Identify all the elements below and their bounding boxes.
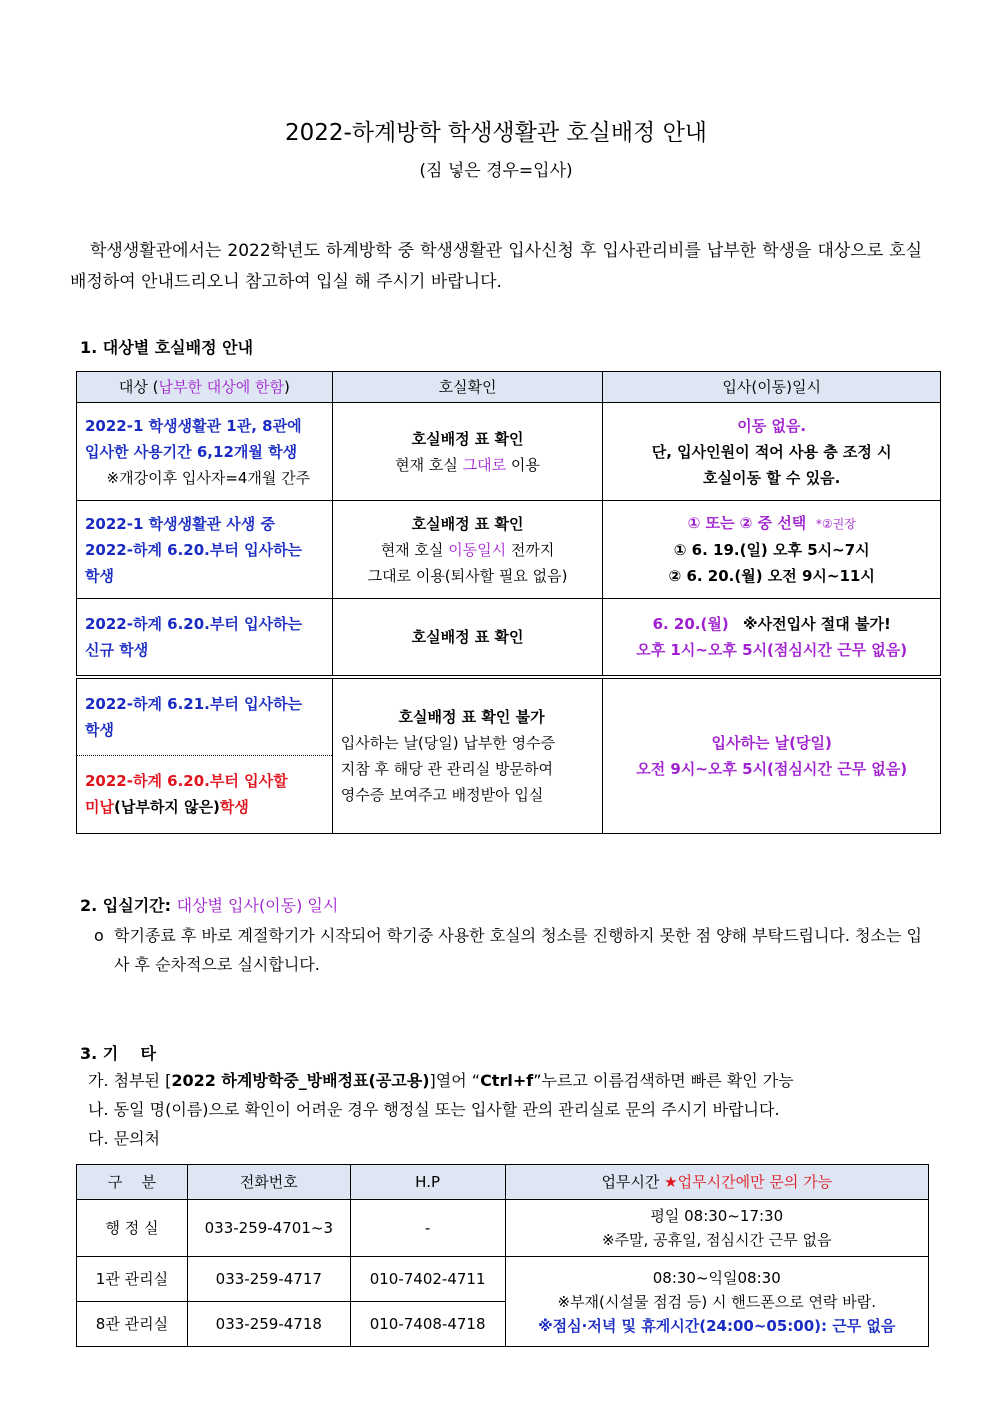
header-target-b: 납부한 대상에 한함 xyxy=(158,378,284,396)
contact-hp: - xyxy=(350,1200,505,1257)
contact-division: 8관 관리실 xyxy=(77,1302,188,1347)
contact-table xyxy=(76,1164,929,1347)
item-a-3: ]열어 “ xyxy=(429,1071,481,1090)
row2-room xyxy=(332,501,603,599)
row2-date xyxy=(603,501,941,599)
row1-room-desc xyxy=(333,452,603,478)
row2-date-option2: ② 6. 20.(월) 오전 9시~11시 xyxy=(668,567,875,585)
table-row xyxy=(77,403,941,501)
page-subtitle: (짐 넣은 경우=입사) xyxy=(419,161,573,181)
row1-target-note: ※개강이후 입사자=4개월 간주 xyxy=(106,468,311,487)
row3-target-line1: 2022-하계 6.20.부터 입사하는 xyxy=(85,614,303,633)
contact-hp: 010-7402-4711 xyxy=(350,1257,505,1302)
row4-room-line4: 영수증 보여주고 배정받아 입실 xyxy=(340,785,544,804)
row2-room-b: 이동일시 xyxy=(448,540,507,559)
row2-target-line2: 2022-하계 6.20.부터 입사하는 xyxy=(85,540,303,559)
contact-header-division: 구 분 xyxy=(77,1165,188,1200)
contact-phone: 033-259-4718 xyxy=(187,1302,350,1347)
row1-target-line1: 2022-1 학생생활관 1관, 8관에 xyxy=(85,416,302,435)
merged-hours-line1: 08:30~익일08:30 xyxy=(652,1268,781,1287)
item-a-5: ”누르고 이름검색하면 빠른 확인 가능 xyxy=(533,1071,794,1090)
row4-target-a-line2: 학생 xyxy=(85,720,114,739)
section-2-heading-b: 대상별 입사(이동) 일시 xyxy=(176,896,339,915)
row4-room-line3: 지참 후 해당 관 관리실 방문하여 xyxy=(340,759,553,778)
row2-date-choice-text: ① 또는 ② 중 선택 xyxy=(687,514,807,532)
row4-target-a xyxy=(77,679,332,756)
table-row xyxy=(77,599,941,677)
row1-room-b: 그대로 xyxy=(462,455,507,474)
row4-room-title: 호실배정 표 확인 불가 xyxy=(398,707,545,726)
row3-date-b: ※사전입사 절대 불가! xyxy=(743,614,891,633)
table-row xyxy=(77,501,941,599)
row1-room-c: 이용 xyxy=(506,455,540,474)
section-2-heading xyxy=(80,893,338,916)
row4-room xyxy=(332,677,603,834)
row3-date-a: 6. 20.(월) xyxy=(652,614,729,633)
contact-header-hours-b: ★업무시간에만 문의 가능 xyxy=(664,1173,833,1191)
item-a-filename: 2022 하계방학중_방배정표(공고용) xyxy=(171,1071,430,1090)
row4-target-b-line1: 2022-하계 6.20.부터 입사할 xyxy=(85,772,288,790)
row3-room-title: 호실배정 표 확인 xyxy=(411,627,524,646)
room-assignment-table xyxy=(76,371,941,834)
row4-target-b-unpaid: 미납 xyxy=(85,798,114,816)
section-2-text: 학기종료 후 바로 계절학기가 시작되어 학기중 사용한 호실의 청소를 진행하지 못한 점 양해 부탁드립니다. 청소는 입사 후 순차적으로 실시합니다. xyxy=(114,926,922,974)
row4-date xyxy=(603,677,941,834)
row4-date-line2: 오전 9시~오후 5시(점심시간 근무 없음) xyxy=(636,759,908,778)
contact-hours-line1: 평일 08:30~17:30 xyxy=(650,1207,784,1225)
bullet-icon: o xyxy=(94,926,104,945)
row4-target-b xyxy=(77,756,332,833)
row2-date-recommend: *②권장 xyxy=(815,517,856,531)
section-3-item-c: 다. 문의처 xyxy=(88,1129,160,1148)
contact-phone: 033-259-4717 xyxy=(187,1257,350,1302)
table-row xyxy=(77,677,941,834)
section-3-item-a xyxy=(88,1066,928,1095)
row1-room xyxy=(332,403,603,501)
row1-date-line3: 호실이동 할 수 있음. xyxy=(703,468,841,487)
contact-header-hours-a: 업무시간 xyxy=(601,1173,665,1191)
section-2-heading-a: 2. 입실기간: xyxy=(80,896,177,915)
merged-hours-line3: ※점심·저녁 및 휴게시간(24:00~05:00): 근무 없음 xyxy=(538,1316,896,1335)
row1-date-line1: 이동 없음. xyxy=(737,416,807,435)
contact-hp: 010-7408-4718 xyxy=(350,1302,505,1347)
row3-target-line2: 신규 학생 xyxy=(85,640,149,659)
contact-division: 행 정 실 xyxy=(77,1200,188,1257)
contact-header-hours xyxy=(505,1165,929,1200)
section-3-item-b: 나. 동일 명(이름)으로 확인이 어려운 경우 행정실 또는 입사할 관의 관리실로 문의 주시기 바랍니다. xyxy=(88,1100,780,1119)
contact-hours xyxy=(505,1200,929,1257)
contact-hours-line2: ※주말, 공휴일, 점심시간 근무 없음 xyxy=(601,1231,832,1249)
section-3-heading: 3. 기 타 xyxy=(80,1044,156,1063)
row4-target-b-note: (납부하지 않은) xyxy=(113,798,220,816)
header-target xyxy=(77,372,333,403)
row4-target xyxy=(77,677,333,834)
row3-date-line2: 오후 1시~오후 5시(점심시간 근무 없음) xyxy=(636,640,908,659)
row1-date-line2: 단, 입사인원이 적어 사용 층 조정 시 xyxy=(651,442,892,461)
intro-paragraph xyxy=(70,236,922,298)
table-row xyxy=(77,1257,929,1302)
contact-header-row xyxy=(77,1165,929,1200)
row1-room-a: 현재 호실 xyxy=(395,455,463,474)
header-target-c: ) xyxy=(283,378,290,396)
row2-target-line3: 학생 xyxy=(85,566,114,585)
section-3-body xyxy=(88,1066,928,1153)
item-a-shortcut: Ctrl+f xyxy=(480,1071,534,1090)
item-a-1: 가. 첨부된 [ xyxy=(88,1071,172,1090)
row2-room-c: 전까지 xyxy=(506,540,555,559)
header-date: 입사(이동)일시 xyxy=(603,372,941,403)
row4-target-b-line2 xyxy=(85,794,332,820)
row2-target xyxy=(77,501,333,599)
row1-target-line2: 입사한 사용기간 6,12개월 학생 xyxy=(85,442,298,461)
contact-header-phone: 전화번호 xyxy=(187,1165,350,1200)
intro-text: 학생생활관에서는 2022학년도 하계방학 중 학생생활관 입사신청 후 입사관리비를 납부한 학생을 대상으로 호실 배정하여 안내드리오니 참고하여 입실 해 주시기 바랍니다. xyxy=(70,241,922,292)
contact-hours-merged xyxy=(505,1257,929,1347)
row2-room-line3: 그대로 이용(퇴사할 필요 없음) xyxy=(367,566,568,585)
contact-phone: 033-259-4701~3 xyxy=(187,1200,350,1257)
row1-date xyxy=(603,403,941,501)
row3-room xyxy=(332,599,603,677)
table-header-row xyxy=(77,372,941,403)
row4-target-b-student: 학생 xyxy=(219,798,249,816)
row1-room-title: 호실배정 표 확인 xyxy=(411,429,524,448)
row1-target xyxy=(77,403,333,501)
section-1-heading: 1. 대상별 호실배정 안내 xyxy=(80,338,254,357)
row2-room-a: 현재 호실 xyxy=(380,540,449,559)
header-room: 호실확인 xyxy=(332,372,603,403)
merged-hours-line2: ※부재(시설물 점검 등) 시 핸드폰으로 연락 바람. xyxy=(557,1292,876,1311)
row2-date-choice xyxy=(603,510,940,537)
row4-date-line1: 입사하는 날(당일) xyxy=(711,733,832,752)
row3-date-line1 xyxy=(603,611,940,637)
section-2-body xyxy=(94,921,922,979)
row2-room-desc xyxy=(333,537,603,563)
header-target-a: 대상 ( xyxy=(118,378,159,396)
row4-target-a-line1: 2022-하계 6.21.부터 입사하는 xyxy=(85,694,303,713)
contact-header-hp: H.P xyxy=(350,1165,505,1200)
row3-target xyxy=(77,599,333,677)
row4-room-line2: 입사하는 날(당일) 납부한 영수증 xyxy=(340,733,556,752)
table-row xyxy=(77,1200,929,1257)
contact-division: 1관 관리실 xyxy=(77,1257,188,1302)
page-title: 2022-하계방학 학생생활관 호실배정 안내 xyxy=(284,120,708,146)
row2-target-line1: 2022-1 학생생활관 사생 중 xyxy=(85,514,275,533)
row3-date xyxy=(603,599,941,677)
row2-room-title: 호실배정 표 확인 xyxy=(411,514,524,533)
row2-date-option1: ① 6. 19.(일) 오후 5시~7시 xyxy=(673,541,870,559)
